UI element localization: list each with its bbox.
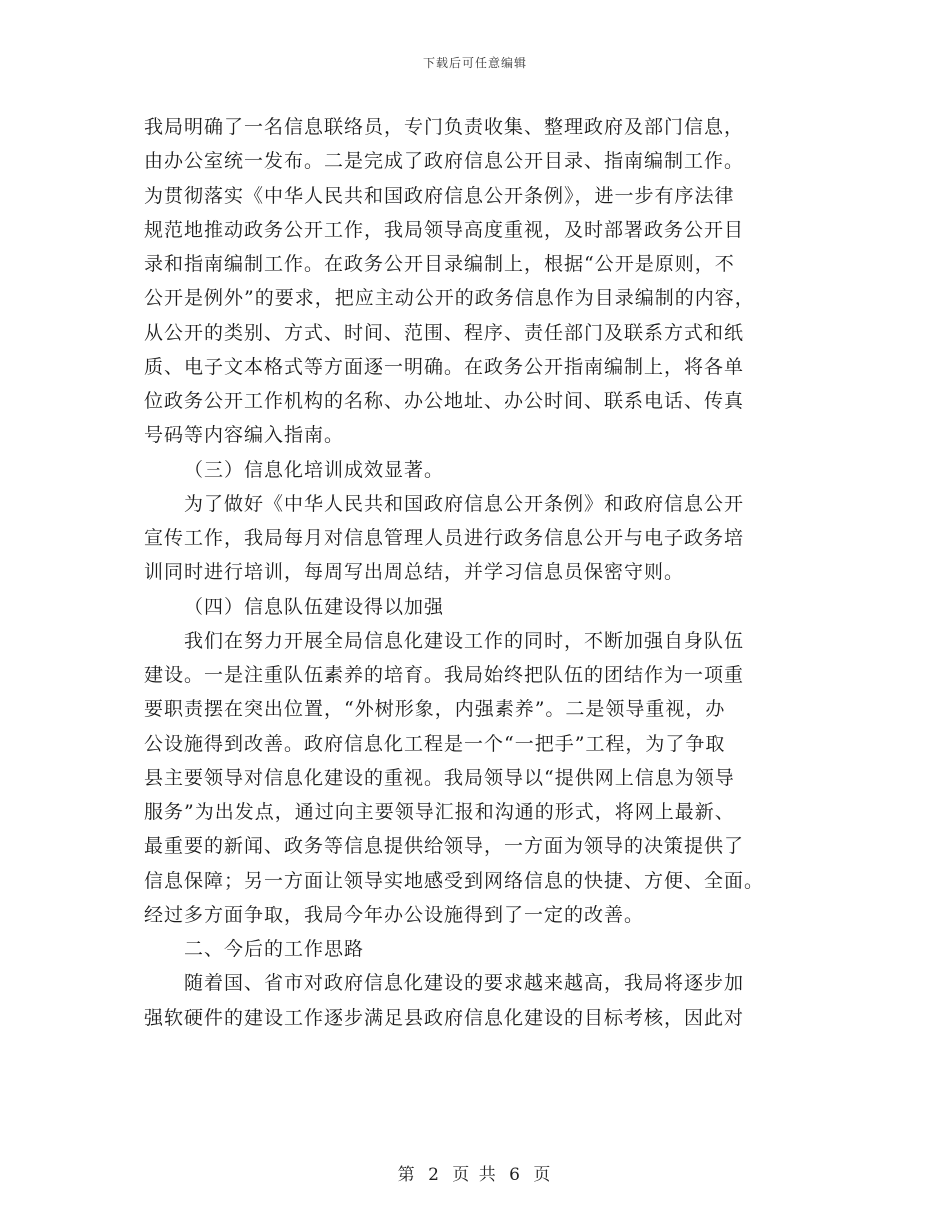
text-line: 强软硬件的建设工作逐步满足县政府信息化建设的目标考核，因此对 <box>144 1006 745 1029</box>
text-line: 位政务公开工作机构的名称、办公地址、办公时间、联系电话、传真 <box>144 390 745 412</box>
page-header: 下载后可任意编辑 <box>422 56 527 70</box>
text-line: 信息保障；另一方面让领导实地感受到网络信息的快捷、方便、全面。 <box>144 869 765 892</box>
text-line: 录和指南编制工作。在政务公开目录编制上，根据“公开是原则，不 <box>144 253 735 275</box>
text-line: 号码等内容编入指南。 <box>144 424 345 447</box>
text-line: 县主要领导对信息化建设的重视。我局领导以“提供网上信息为领导 <box>144 766 735 789</box>
body-text <box>144 110 804 1035</box>
footer-total-pages: 6 <box>509 1165 522 1185</box>
text-line: 从公开的类别、方式、时间、范围、程序、责任部门及联系方式和纸 <box>144 321 745 344</box>
text-line: 二、今后的工作思路 <box>184 938 365 960</box>
page-footer <box>0 1160 950 1185</box>
footer-prefix: 第 <box>397 1165 417 1185</box>
text-line: 随着国、省市对政府信息化建设的要求越来越高，我局将逐步加 <box>184 972 745 995</box>
text-line: 服务”为出发点，通过向主要领导汇报和沟通的形式，将网上最新、 <box>144 801 735 823</box>
text-line: 要职责摆在突出位置，“外树形象，内强素养”。二是领导重视，办 <box>144 698 726 721</box>
text-line: 由办公室统一发布。二是完成了政府信息公开目录、指南编制工作。 <box>144 150 745 173</box>
text-line: 规范地推动政务公开工作，我局领导高度重视，及时部署政务公开目 <box>144 218 745 241</box>
text-line: 训同时进行培训，每周写出周总结，并学习信息员保密守则。 <box>144 561 685 584</box>
text-line: （三）信息化培训成效显著。 <box>184 458 445 481</box>
footer-middle: 页 共 <box>452 1165 498 1185</box>
text-line: 我局明确了一名信息联络员，专门负责收集、整理政府及部门信息， <box>144 116 745 138</box>
text-line: 质、电子文本格式等方面逐一明确。在政务公开指南编制上，将各单 <box>144 355 745 378</box>
text-line: 公设施得到改善。政府信息化工程是一个“一把手”工程，为了争取 <box>144 732 726 755</box>
text-line: 为了做好《中华人民共和国政府信息公开条例》和政府信息公开 <box>184 492 745 515</box>
text-line: 公开是例外”的要求，把应主动公开的政务信息作为目录编制的内容， <box>144 287 755 310</box>
text-line: 经过多方面争取，我局今年办公设施得到了一定的改善。 <box>144 903 645 926</box>
text-line: （四）信息队伍建设得以加强 <box>184 595 445 618</box>
text-line: 我们在努力开展全局信息化建设工作的同时，不断加强自身队伍 <box>184 629 745 652</box>
text-line: 建设。一是注重队伍素养的培育。我局始终把队伍的团结作为一项重 <box>144 664 745 686</box>
footer-suffix: 页 <box>533 1165 553 1185</box>
text-line: 宣传工作，我局每月对信息管理人员进行政务信息公开与电子政务培 <box>144 527 745 549</box>
footer-page-number: 2 <box>428 1165 441 1185</box>
text-line: 最重要的新闻、政务等信息提供给领导，一方面为领导的决策提供了 <box>144 835 745 858</box>
text-line: 为贯彻落实《中华人民共和国政府信息公开条例》，进一步有序法律 <box>144 184 735 207</box>
